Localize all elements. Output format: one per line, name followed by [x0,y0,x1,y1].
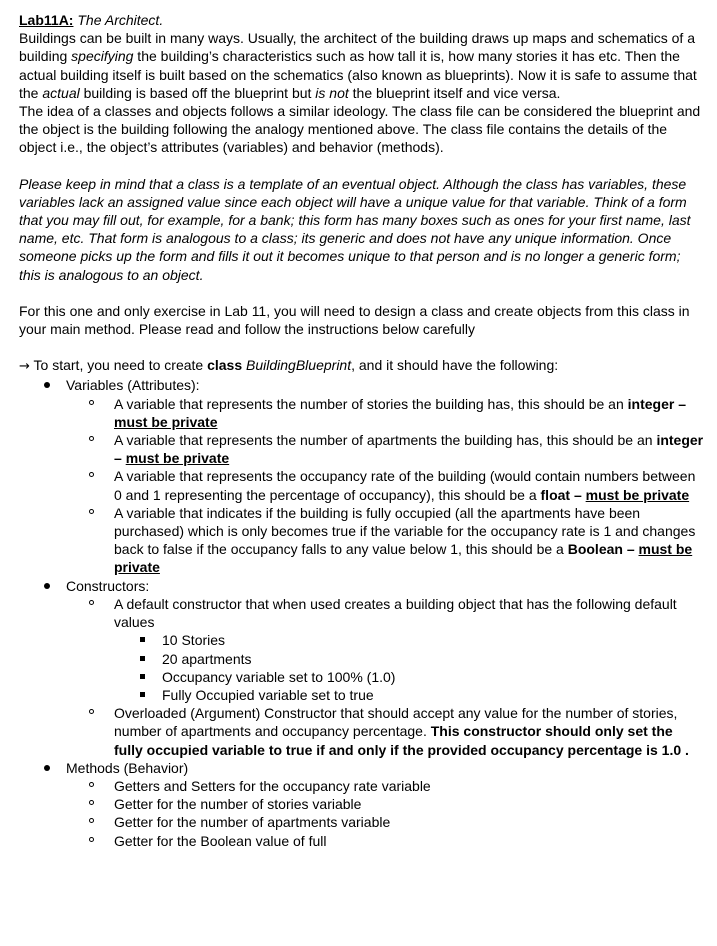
list-item-variables [19,376,705,576]
list-item: Getter for the number of apartments variable [66,813,705,831]
default-constructor-desc: A default constructor that when used creates a building object that has the following default values [114,595,677,631]
list-item: Getter for the Boolean value of full [66,832,705,850]
private-note: must be private [114,413,218,430]
variables-list [66,395,705,577]
requirements-list [19,376,705,849]
variable-desc: A variable that represents the number of apartments the building has, this should be an [114,432,657,449]
intro-emphasis: specifying [71,48,134,65]
start-text: To start, you need to create [29,357,208,374]
intro-text: Buildings can be built in many ways. Usually, the architect of the building draws up maps and schematics of a building [19,30,695,65]
title-label: Lab11A: [19,12,74,28]
list-item [66,431,705,467]
class-keyword: class [207,357,243,374]
defaults-list [114,631,705,704]
overloaded-constructor-desc: Overloaded (Argument) Constructor that should accept any value for the number of stories, number of apartments and occupancy percentage. [114,705,678,740]
list-item [66,467,705,503]
list-item: Occupancy variable set to 100% (1.0) [114,668,705,686]
private-note: must be private [114,541,693,576]
variable-type: Boolean – [567,541,635,558]
doc-title [19,11,705,29]
list-item: Getter for the number of stories variable [66,795,705,813]
title-subtitle: The Architect. [77,12,164,28]
list-item-methods [19,759,705,850]
list-item [66,395,705,431]
methods-heading: Methods (Behavior) [66,759,189,776]
instructions-paragraph: For this one and only exercise in Lab 11, you will need to design a class and create objects from this class in your main method. Please read and follow the instructions below carefully [19,302,690,338]
intro-emphasis: is not [315,84,349,101]
intro-text: the building’s characteristics such as how tall it is, how many stories it has etc. Then the actual building itself is built based on the schematics (also known as blueprints). Now it is safe to assume that the [19,48,697,101]
list-item: 10 Stories [114,631,705,649]
start-line [19,356,705,376]
arrow-icon: → [19,359,30,375]
intro-text: the blueprint itself and vice versa. [348,84,561,101]
private-note: must be private [585,486,690,503]
intro-emphasis: actual [42,84,80,101]
constructors-heading: Constructors: [66,577,150,594]
variable-desc: A variable that represents the number of stories the building has, this should be an [114,395,628,412]
overloaded-constructor-rule: This constructor should only set the fully occupied variable to true if and only if the provided occupancy percentage is 1.0 . [114,723,689,758]
private-note: must be private [125,450,230,467]
class-name: BuildingBlueprint [246,357,352,374]
list-item [66,595,705,704]
intro-paragraph-2: The idea of a classes and objects follows a similar ideology. The class file can be considered the blueprint and the object is the building following the analogy mentioned above. The class file contains the details of the object i.e., the object’s attributes (variables) and behavior (methods). [19,103,701,156]
intro-paragraph-1 [19,29,705,102]
list-item: Fully Occupied variable set to true [114,686,705,704]
variable-desc: A variable that represents the occupancy rate of the building (would contain numbers between 0 and 1 representing the percentage of occupancy), this should be a [114,468,696,503]
list-item: Getters and Setters for the occupancy rate variable [66,777,705,795]
note-paragraph: Please keep in mind that a class is a template of an eventual object. Although the class has variables, these variables lack an assigned value since each object will have a unique value for that variable. Think of a form that you may fill out, for example, for a bank; this form has many boxes such as ones for your first name, last name, etc. That form is analogous to a class; its generic and does not have any unique information. Once someone picks up the form and fills it out it becomes unique to that person and is no longer a generic form; this is analogous to an object. [19,175,691,283]
list-item-constructors [19,577,705,759]
start-text: , and it should have the following: [351,357,559,374]
variables-heading: Variables (Attributes): [66,377,200,394]
variable-desc: A variable that indicates if the building is fully occupied (all the apartments have been purchased) which is only becomes true if the variable for the occupancy rate is 1 and changes back to false if the occupancy falls to any value below 1, this should be a [114,504,696,558]
intro-text: building is based off the blueprint but [79,84,316,101]
list-item: 20 apartments [114,650,705,668]
list-item [66,504,705,577]
methods-list [66,777,705,850]
variable-type: integer – [627,395,687,412]
variable-type: integer – [114,432,704,467]
constructors-list [66,595,705,759]
list-item [66,704,705,759]
variable-type: float – [540,486,582,503]
